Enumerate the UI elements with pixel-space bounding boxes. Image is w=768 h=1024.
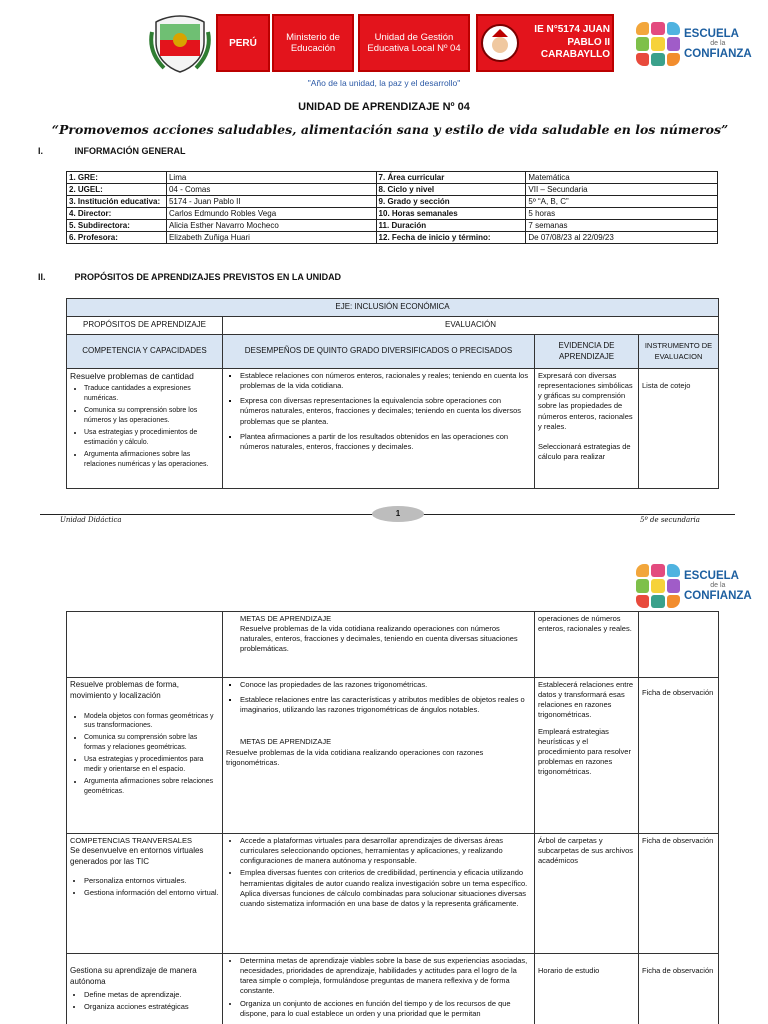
evidencia-cell-p2-1 (535, 612, 639, 678)
info-row (67, 196, 718, 208)
instrumento-cell-p2-4 (639, 954, 719, 1024)
confianza-word-2: CONFIANZA (684, 589, 752, 602)
evaluacion-header: EVALUACIÓN (223, 317, 719, 335)
propositos-header: PROPÓSITOS DE APRENDIZAJE (67, 317, 223, 335)
list-item: ▪ Expresa con diversas representaciones la equivalencia sobre operaciones con números naturales, enteros, fracciones y decimales; teniendo en cuenta los diversos problemas que se plantea. (240, 396, 531, 426)
info-cell: 04 - Comas (166, 184, 376, 196)
info-cell: Matemática (526, 172, 718, 184)
peru-coat-of-arms (148, 12, 212, 76)
list-item: • Accede a plataformas virtuales para desarrollar aprendizajes de diversas áreas curriculares seleccionando opciones, herramientas y aplicaciones, y realizando configuraciones de manera autónoma y responsable. (240, 836, 531, 866)
info-cell: 11. Duración (376, 220, 526, 232)
section1-heading (38, 146, 186, 156)
info-cell: Carlos Edmundo Robles Vega (166, 208, 376, 220)
info-cell: De 07/08/23 al 22/09/23 (526, 232, 718, 244)
evidencia-text-1: Expresará con diversas representaciones simbólicas y gráficas su comprensión sobre las propiedades de números enteros, racionales y reales. (538, 371, 633, 431)
year-motto: "Año de la unidad, la paz y el desarrollo" (307, 78, 461, 88)
competencia-cell-3 (67, 834, 223, 954)
escuela-word-2: ESCUELA (684, 570, 739, 583)
metas-text-1: Resuelve problemas de la vida cotidiana realizando operaciones con números naturales, enteros, fracciones y decimales, teniendo en cuenta diversas situaciones problemáticas. (240, 624, 518, 654)
competencia-title-3: Se desenvuelve en entornos virtuales generados por las TIC (70, 846, 204, 866)
confianza-word: CONFIANZA (684, 47, 752, 60)
section2-num: II. (38, 272, 46, 282)
metas-title-1: METAS DE APRENDIZAJE (240, 614, 332, 623)
evidencia-cell-p2-3 (535, 834, 639, 954)
metas-text-2: Resuelve problemas de la vida cotidiana realizando operaciones con razones trigonométricas. (226, 747, 484, 767)
unit-subtitle: “Promovemos acciones saludables, alimentación sana y estilo de vida saludable en los números” (51, 122, 729, 137)
list-item: • Comunica su comprensión sobre los números y las operaciones. (84, 406, 219, 425)
metas-title-2: METAS DE APRENDIZAJE (240, 737, 332, 747)
info-cell: Elizabeth Zuñiga Huari (166, 232, 376, 244)
list-item: • Modela objetos con formas geométricas y sus transformaciones. (84, 712, 219, 731)
escuela-text-2 (684, 570, 752, 601)
ugel-text: Unidad de Gestión Educativa Local Nº 04 (367, 32, 461, 54)
info-cell: 7 semanas (526, 220, 718, 232)
ie-text: IE N°5174 JUAN PABLO II CARABAYLLO (534, 24, 610, 61)
competencia-transversal-title: COMPETENCIAS TRANVERSALES (70, 836, 192, 845)
desempenos-cell (223, 369, 535, 489)
desempenos-cell-2 (223, 678, 535, 834)
evidencia-header: EVIDENCIA DE APRENDIZAJE (535, 335, 639, 369)
ministerio-label (272, 14, 354, 72)
section1-title: INFORMACIÓN GENERAL (74, 146, 186, 156)
section1-num: I. (38, 146, 44, 156)
list-item: • Organiza un conjunto de acciones en función del tiempo y de los recursos de que dispone, para lo cual establece un orden y una prioridad que le permitan (240, 999, 531, 1019)
info-cell: 2. UGEL: (67, 184, 167, 196)
info-cell: VII – Secundaria (526, 184, 718, 196)
evidencia-cell (535, 369, 639, 489)
competencia-title: Resuelve problemas de cantidad (70, 371, 194, 381)
page-number: 1 (395, 509, 401, 518)
info-cell: 6. Profesora: (67, 232, 167, 244)
footer-right: 5º de secundaria (640, 516, 700, 524)
peru-text: PERÚ (229, 37, 257, 49)
metas-cell-1 (223, 612, 535, 678)
list-item: • Traduce cantidades a expresiones numéricas. (84, 384, 219, 403)
competencia-title-4: Gestiona su aprendizaje de manera autónoma (70, 966, 197, 986)
instrumento-cell-p2-2 (639, 678, 719, 834)
instrumento-p2-4: Ficha de observación (642, 966, 714, 975)
info-cell: 12. Fecha de inicio y término: (376, 232, 526, 244)
desempenos-header: DESEMPEÑOS DE QUINTO GRADO DIVERSIFICADOS O PRECISADOS (223, 335, 535, 369)
evidencia-p2-2a: Establecerá relaciones entre datos y transformará esas relaciones en razones trigonométricas. (538, 680, 634, 720)
evidencia-p2-3: Árbol de carpetas y subcarpetas de sus archivos académicos (538, 836, 634, 866)
evidencia-p2-2b: Empleará estrategias heurísticas y el procedimiento para resolver problemas en razones trigonométricas. (538, 726, 631, 776)
list-item: ▪ Plantea afirmaciones a partir de los resultados obtenidos en las operaciones con números naturales, enteros, fracciones y decimales. (240, 432, 531, 452)
escuela-confianza-logo (636, 18, 754, 70)
purposes-table (66, 298, 719, 489)
evidencia-cell-p2-2 (535, 678, 639, 834)
dela-word-2: de la (710, 582, 726, 590)
info-cell: 9. Grado y sección (376, 196, 526, 208)
list-item: • Determina metas de aprendizaje viables sobre la base de sus experiencias asociadas, necesidades, prioridades de aprendizaje, habilidades y actitudes para el logro de la tarea simple o compleja, formulándose preguntas de manera reflexiva y de forma constante. (240, 956, 531, 997)
info-cell: 3. Institución educativa: (67, 196, 167, 208)
competencia-title-2: Resuelve problemas de forma, movimiento y localización (70, 680, 179, 700)
list-item: • Organiza acciones estratégicas (84, 1002, 219, 1012)
list-item: • Emplea diversas fuentes con criterios de credibilidad, pertinencia y eficacia utilizando herramientas digitales de autor cuando realiza investigación sobre un tema específico. Aplica diversas funciones de cálculo combinadas para solucionar situaciones diversas cuando sistematiza información en una base de datos y la representa gráficamente. (240, 868, 531, 909)
purposes-table-continued (66, 611, 719, 1024)
page-title: UNIDAD DE APRENDIZAJE Nº 04 (298, 101, 470, 113)
instrumento-cell-p2-3 (639, 834, 719, 954)
instrumento-text: Lista de cotejo (642, 381, 691, 390)
competencia-cell-2 (67, 678, 223, 834)
evidencia-text-2: Seleccionará estrategias de cálculo para realizar (538, 441, 631, 461)
list-item: • Personaliza entornos virtuales. (84, 876, 219, 886)
info-cell: 8. Ciclo y nivel (376, 184, 526, 196)
desempenos-cell-4 (223, 954, 535, 1024)
info-row (67, 208, 718, 220)
list-item: • Usa estrategias y procedimientos para medir y orientarse en el espacio. (84, 755, 219, 774)
instrumento-p2-3: Ficha de observación (642, 836, 714, 845)
competencia-cell-4 (67, 954, 223, 1024)
list-item: • Argumenta afirmaciones sobre las relaciones numéricas y las operaciones. (84, 450, 219, 469)
list-item: • Define metas de aprendizaje. (84, 990, 219, 1000)
escuela-text (684, 28, 752, 59)
desempenos-cell-3 (223, 834, 535, 954)
list-item: ▪ Establece relaciones con números enteros, racionales y reales; teniendo en cuenta los problemas de la vida cotidiana. (240, 371, 531, 391)
instrumento-p2-2: Ficha de observación (642, 688, 714, 697)
escuela-word: ESCUELA (684, 28, 739, 41)
info-cell: 5º “A, B, C” (526, 196, 718, 208)
hands-logo-icon (636, 22, 680, 66)
list-item: ▪ Conoce las propiedades de las razones trigonométricas. (240, 680, 531, 690)
list-item: ▪ Establece relaciones entre las características y atributos medibles de objetos reales o imaginarios, utilizando las razones trigonométricas de ángulos notables. (240, 695, 531, 715)
page-number-badge (372, 506, 424, 522)
evidencia-p2-1: operaciones de números enteros, racionales y reales. (538, 614, 632, 634)
footer-left: Unidad Didáctica (60, 516, 122, 524)
info-cell: Lima (166, 172, 376, 184)
shield-icon (148, 12, 212, 76)
section2-heading (38, 272, 341, 282)
general-info-table (66, 171, 718, 244)
info-row (67, 184, 718, 196)
instrumento-cell-p2-1 (639, 612, 719, 678)
page2-logo (636, 560, 754, 612)
eje-header: EJE: INCLUSIÓN ECONÓMICA (67, 299, 719, 317)
school-logo-icon (480, 23, 520, 63)
empty-competencia-cell (67, 612, 223, 678)
competencia-header: COMPETENCIA Y CAPACIDADES (67, 335, 223, 369)
hands-logo-icon (636, 564, 680, 608)
info-row (67, 220, 718, 232)
info-cell: 7. Área curricular (376, 172, 526, 184)
list-item: • Gestiona información del entorno virtual. (84, 888, 219, 898)
competencia-cell (67, 369, 223, 489)
section2-title: PROPÓSITOS DE APRENDIZAJES PREVISTOS EN LA UNIDAD (74, 272, 342, 282)
info-cell: 5. Subdirectora: (67, 220, 167, 232)
list-item: • Comunica su comprensión sobre las formas y relaciones geométricas. (84, 733, 219, 752)
ministerio-text: Ministerio de Educación (286, 32, 340, 54)
info-cell: 10. Horas semanales (376, 208, 526, 220)
evidencia-p2-4: Horario de estudio (538, 966, 600, 975)
info-cell: 5174 - Juan Pablo II (166, 196, 376, 208)
peru-label (216, 14, 270, 72)
info-row (67, 232, 718, 244)
instrumento-cell (639, 369, 719, 489)
info-cell: 5 horas (526, 208, 718, 220)
info-cell: Alicia Esther Navarro Mocheco (166, 220, 376, 232)
info-cell: 1. GRE: (67, 172, 167, 184)
ie-label (476, 14, 614, 72)
instrumento-header: INSTRUMENTO DE EVALUACION (639, 335, 719, 369)
list-item: • Usa estrategias y procedimientos de estimación y cálculo. (84, 428, 219, 447)
info-row (67, 172, 718, 184)
list-item: • Argumenta afirmaciones sobre relaciones geométricas. (84, 777, 219, 796)
info-cell: 4. Director: (67, 208, 167, 220)
dela-word: de la (710, 40, 726, 48)
ugel-label (358, 14, 470, 72)
evidencia-cell-p2-4 (535, 954, 639, 1024)
